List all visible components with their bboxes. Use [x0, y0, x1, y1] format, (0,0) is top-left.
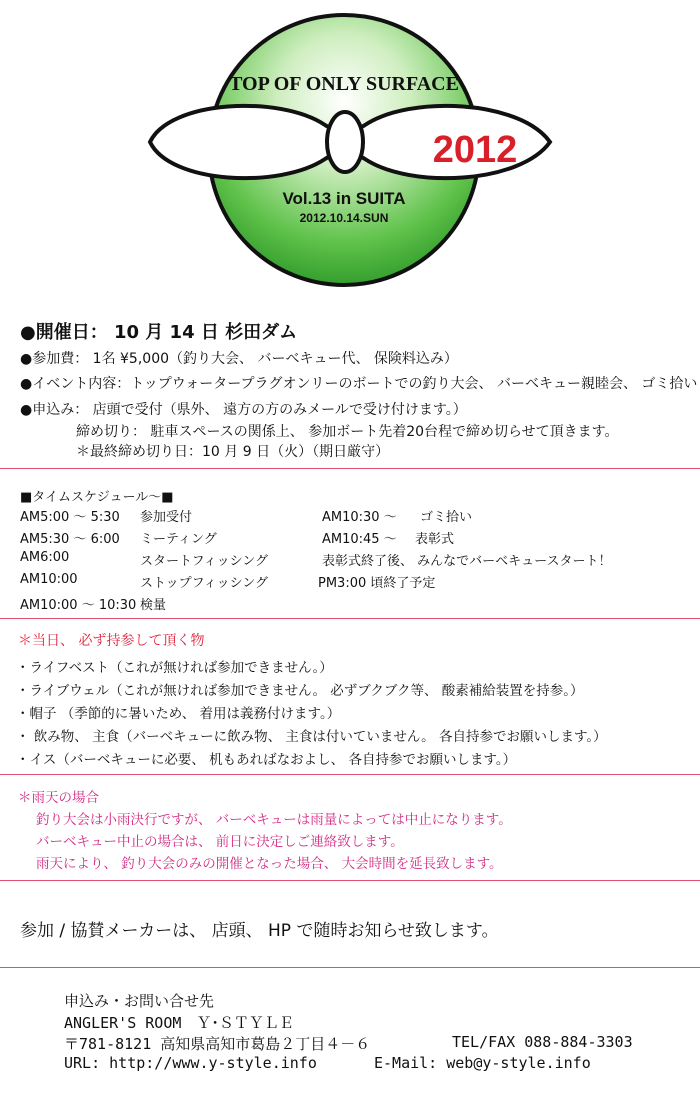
event-deadline: 締め切り： 駐車スペースの関係上、 参加ボート先着20台程で締め切らせて頂きます。: [76, 424, 619, 440]
schedule-event: 表彰式終了後、 みんなでバーベキュースタート！: [322, 554, 612, 569]
event-apply: ●申込み： 店頭で受付（県外、 遠方の方のみメールで受け付けます。）: [20, 402, 467, 418]
schedule-time: PM3:00 頃終了予定: [318, 576, 436, 591]
logo-title: TOP OF ONLY SURFACE: [229, 73, 459, 95]
bring-item: ・ 飲み物、 主食（バーベキューに飲み物、 主食は付いていません。 各自持参でお願いします。）: [16, 729, 607, 745]
bring-item: ・イス（バーベキューに必要、 机もあればなおよし、 各自持参でお願いします。）: [16, 752, 517, 768]
event-date: ●開催日： 10 月 14 日 杉田ダム: [20, 322, 298, 343]
schedule-time: AM10:00 ～ 10:30: [20, 598, 137, 613]
section-divider: [0, 967, 700, 968]
rain-line: 雨天により、 釣り大会のみの開催となった場合、 大会時間を延長致します。: [36, 856, 503, 872]
schedule-event: 検量: [140, 598, 167, 613]
section-divider: [0, 618, 700, 619]
contact-heading: 申込み・お問い合せ先: [64, 992, 215, 1010]
schedule-time: AM10:30 ～: [322, 510, 397, 525]
shop-name: ANGLER'S ROOM Ｙ･ＳＴＹＬＥ: [64, 1014, 294, 1032]
shop-address: 〒781-8121 高知県高知市葛島２丁目４－６: [64, 1035, 371, 1053]
shop-url[interactable]: URL: http://www.y-style.info: [64, 1054, 317, 1072]
rain-line: バーベキュー中止の場合は、 前日に決定しご連絡致します。: [36, 834, 404, 850]
schedule-time: AM10:45 ～: [322, 532, 397, 547]
sponsor-notice: 参加 / 協賛メーカーは、 店頭、 HP で随時お知らせ致します。: [20, 921, 499, 941]
logo-date: 2012.10.14.SUN: [299, 211, 389, 225]
event-final-deadline: ＊最終締め切り日：10 月 9 日（火）（期日厳守）: [76, 444, 390, 460]
schedule-event: ストップフィッシング: [140, 576, 268, 591]
shop-phone: TEL/FAX 088-884-3303: [452, 1033, 633, 1051]
schedule-event: 参加受付: [140, 510, 193, 525]
logo-year: 2012: [432, 129, 518, 171]
schedule-time: AM5:30 ～ 6:00: [20, 532, 120, 547]
bring-item: ・ライフベスト（これが無ければ参加できません。）: [16, 660, 333, 676]
event-logo: [0, 0, 700, 300]
bring-item: ・帽子 （季節的に暑いため、 着用は義務付けます。）: [16, 706, 341, 722]
schedule-event: 表彰式: [415, 532, 455, 547]
rain-heading: ＊雨天の場合: [18, 790, 99, 806]
schedule-heading: ■タイムスケジュール～■: [20, 490, 174, 505]
schedule-time: AM10:00: [20, 572, 78, 587]
section-divider: [0, 880, 700, 881]
schedule-event: ミーティング: [140, 532, 217, 547]
event-content: ●イベント内容：トップウォータープラグオンリーのボートでの釣り大会、 バーベキュー親睦会、 ゴミ拾い: [20, 376, 698, 392]
schedule-time: AM6:00: [20, 550, 70, 565]
bring-item: ・ライブウェル（これが無ければ参加できません。 必ずブクブク等、 酸素補給装置を持参。）: [16, 683, 584, 699]
logo-vol: Vol.13 in SUITA: [282, 189, 406, 208]
schedule-event: スタートフィッシング: [140, 554, 268, 569]
shop-email[interactable]: E-Mail: web@y-style.info: [374, 1054, 591, 1072]
bring-heading: ＊当日、 必ず持参して頂く物: [18, 633, 205, 649]
logo-center-ring: [327, 112, 363, 172]
schedule-event: ゴミ拾い: [420, 510, 473, 525]
event-fee: ●参加費： 1名 ¥5,000（釣り大会、 バーベキュー代、 保険料込み）: [20, 351, 458, 367]
section-divider: [0, 468, 700, 469]
schedule-time: AM5:00 ～ 5:30: [20, 510, 120, 525]
rain-line: 釣り大会は小雨決行ですが、 バーベキューは雨量によっては中止になります。: [36, 812, 512, 828]
section-divider: [0, 774, 700, 775]
